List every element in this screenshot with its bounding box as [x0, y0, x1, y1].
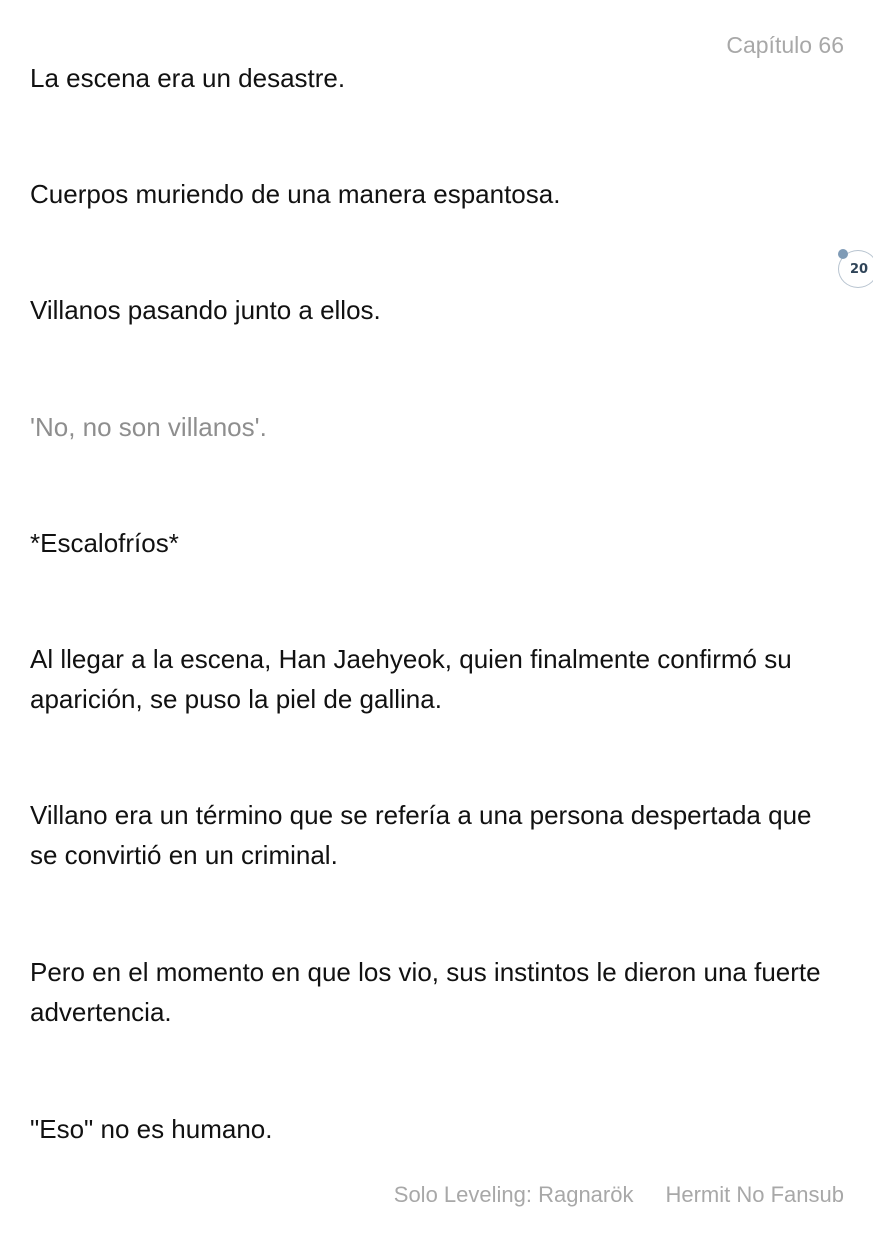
paragraph: "Eso" no es humano.	[30, 1114, 273, 1144]
paragraph: Villano era un término que se refería a una persona despertada que se convirtió en un criminal.	[30, 800, 812, 870]
comment-badge[interactable]	[838, 250, 873, 288]
paragraph: Al llegar a la escena, Han Jaehyeok, quien finalmente confirmó su aparición, se puso la piel de gallina.	[30, 644, 792, 714]
chapter-label: Capítulo 66	[726, 32, 844, 58]
paragraph: *Escalofríos*	[30, 528, 179, 558]
comment-count: 20	[849, 261, 869, 277]
footer-book-title: Solo Leveling: Ragnarök	[393, 1182, 634, 1207]
paragraph: La escena era un desastre.	[30, 63, 346, 93]
footer	[394, 1182, 844, 1208]
paragraph: Cuerpos muriendo de una manera espantosa.	[30, 179, 561, 209]
paragraph: Pero en el momento en que los vio, sus instintos le dieron una fuerte advertencia.	[30, 957, 821, 1027]
footer-translator: Hermit No Fansub	[665, 1182, 844, 1207]
comment-indicator-dot	[838, 249, 848, 259]
paragraph-thought: 'No, no son villanos'.	[30, 412, 267, 442]
paragraph: Villanos pasando junto a ellos.	[30, 295, 381, 325]
